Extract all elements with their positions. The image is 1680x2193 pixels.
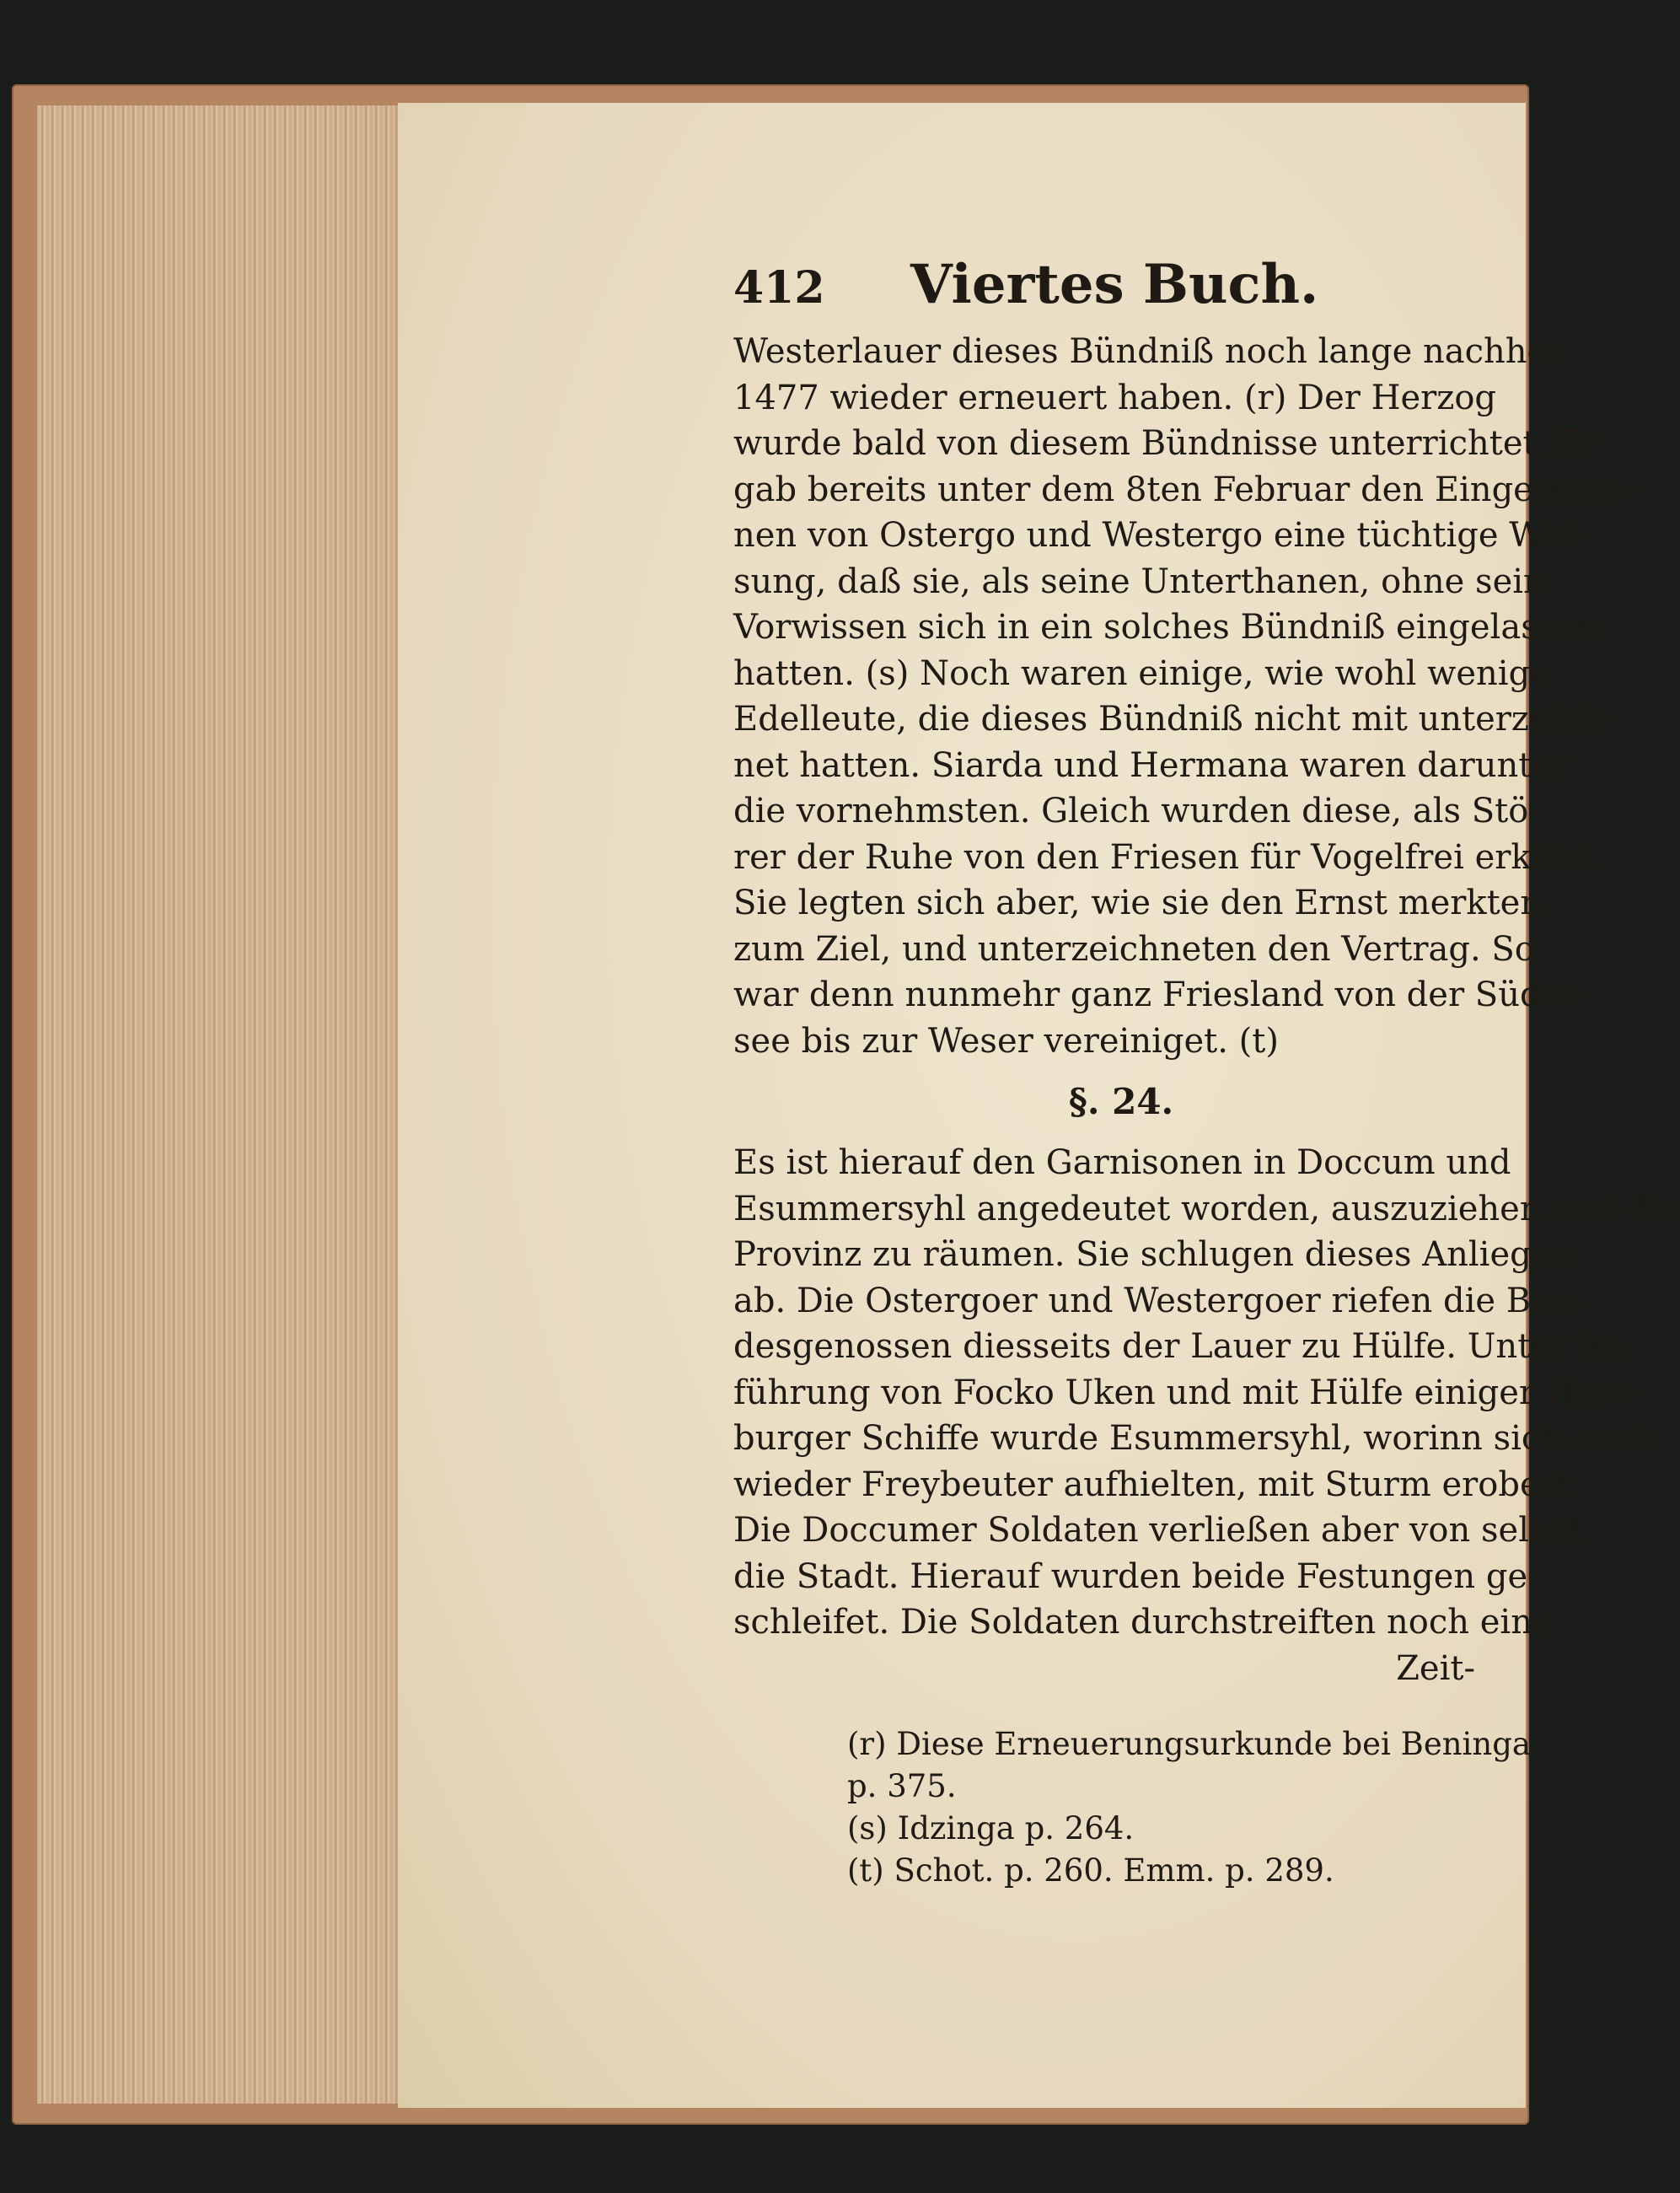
text-line: war denn nunmehr ganz Friesland von der Süder- [733, 976, 1589, 1014]
text-line: Es ist hierauf den Garnisonen in Doccum und [733, 1143, 1511, 1182]
page-header [733, 253, 1475, 329]
section-heading: §. 24. [1068, 1081, 1174, 1122]
text-line: Die Doccumer Soldaten verließen aber von selbst [733, 1511, 1582, 1550]
footnote: (t) Schot. p. 260. Emm. p. 289. [847, 1852, 1334, 1889]
text-line: ab. Die Ostergoer und Westergoer riefen die Bun- [733, 1281, 1586, 1320]
footnote: (r) Diese Erneuerungsurkunde bei Beninga [847, 1726, 1531, 1762]
text-line: net hatten. Siarda und Hermana waren darunter [733, 745, 1569, 785]
text-line: gab bereits unter dem 8ten Februar den Eingesesse- [733, 470, 1637, 509]
text-block [733, 253, 1680, 1892]
paragraph-top [733, 329, 1637, 1064]
text-line: wieder Freybeuter aufhielten, mit Sturm erobert. [733, 1465, 1581, 1504]
text-line: zum Ziel, und unterzeichneten den Vertrag. So [733, 929, 1535, 969]
paragraph-bottom [733, 1140, 1680, 1691]
text-line: sung, daß sie, als seine Unterthanen, ohne sein [733, 562, 1545, 601]
page-edges [37, 105, 402, 2104]
footnote: p. 375. [847, 1768, 957, 1804]
text-line: Westerlauer dieses Bündniß noch lange nachher [733, 332, 1564, 371]
text-line: burger Schiffe wurde Esummersyhl, worinn sich auch [733, 1419, 1656, 1458]
text-line: Sie legten sich aber, wie sie den Ernst merkten, [733, 884, 1553, 922]
text-line: Provinz zu räumen. Sie schlugen dieses Anliegen [733, 1235, 1574, 1274]
text-line: hatten. (s) Noch waren einige, wie wohl wenige [733, 653, 1550, 693]
text-line: nen von Ostergo und Westergo eine tüchtige Wei- [733, 516, 1584, 555]
text-line: rer der Ruhe von den Friesen für Vogelfrei erklärt. [733, 837, 1603, 877]
text-line: Vorwissen sich in ein solches Bündniß eingelassen [733, 608, 1597, 647]
text-line: 1477 wieder erneuert haben. (r) Der Herzog [733, 378, 1497, 417]
text-line: Esummersyhl angedeutet worden, auszuziehen und die [733, 1189, 1680, 1228]
running-head: Viertes Buch. [910, 253, 1319, 316]
text-line: schleifet. Die Soldaten durchstreiften noch eine [733, 1603, 1553, 1642]
catchword: Zeit- [1396, 1648, 1475, 1688]
text-line: Edelleute, die dieses Bündniß nicht mit unterzeich- [733, 700, 1613, 739]
text-line: die Stadt. Hierauf wurden beide Festungen ge- [733, 1556, 1539, 1596]
page-number: 412 [733, 262, 825, 314]
footnotes [733, 1723, 1531, 1892]
text-line: die vornehmsten. Gleich wurden diese, als Stö- [733, 792, 1540, 830]
text-line: wurde bald von diesem Bündnisse unterrichtet. Er [733, 424, 1599, 463]
text-line: desgenossen diesseits der Lauer zu Hülfe. Unter An- [733, 1327, 1635, 1366]
text-line: führung von Focko Uken und mit Hülfe einiger Ham- [733, 1373, 1639, 1412]
footnote: (s) Idzinga p. 264. [847, 1810, 1135, 1846]
text-line: see bis zur Weser vereiniget. (t) [733, 1021, 1279, 1061]
